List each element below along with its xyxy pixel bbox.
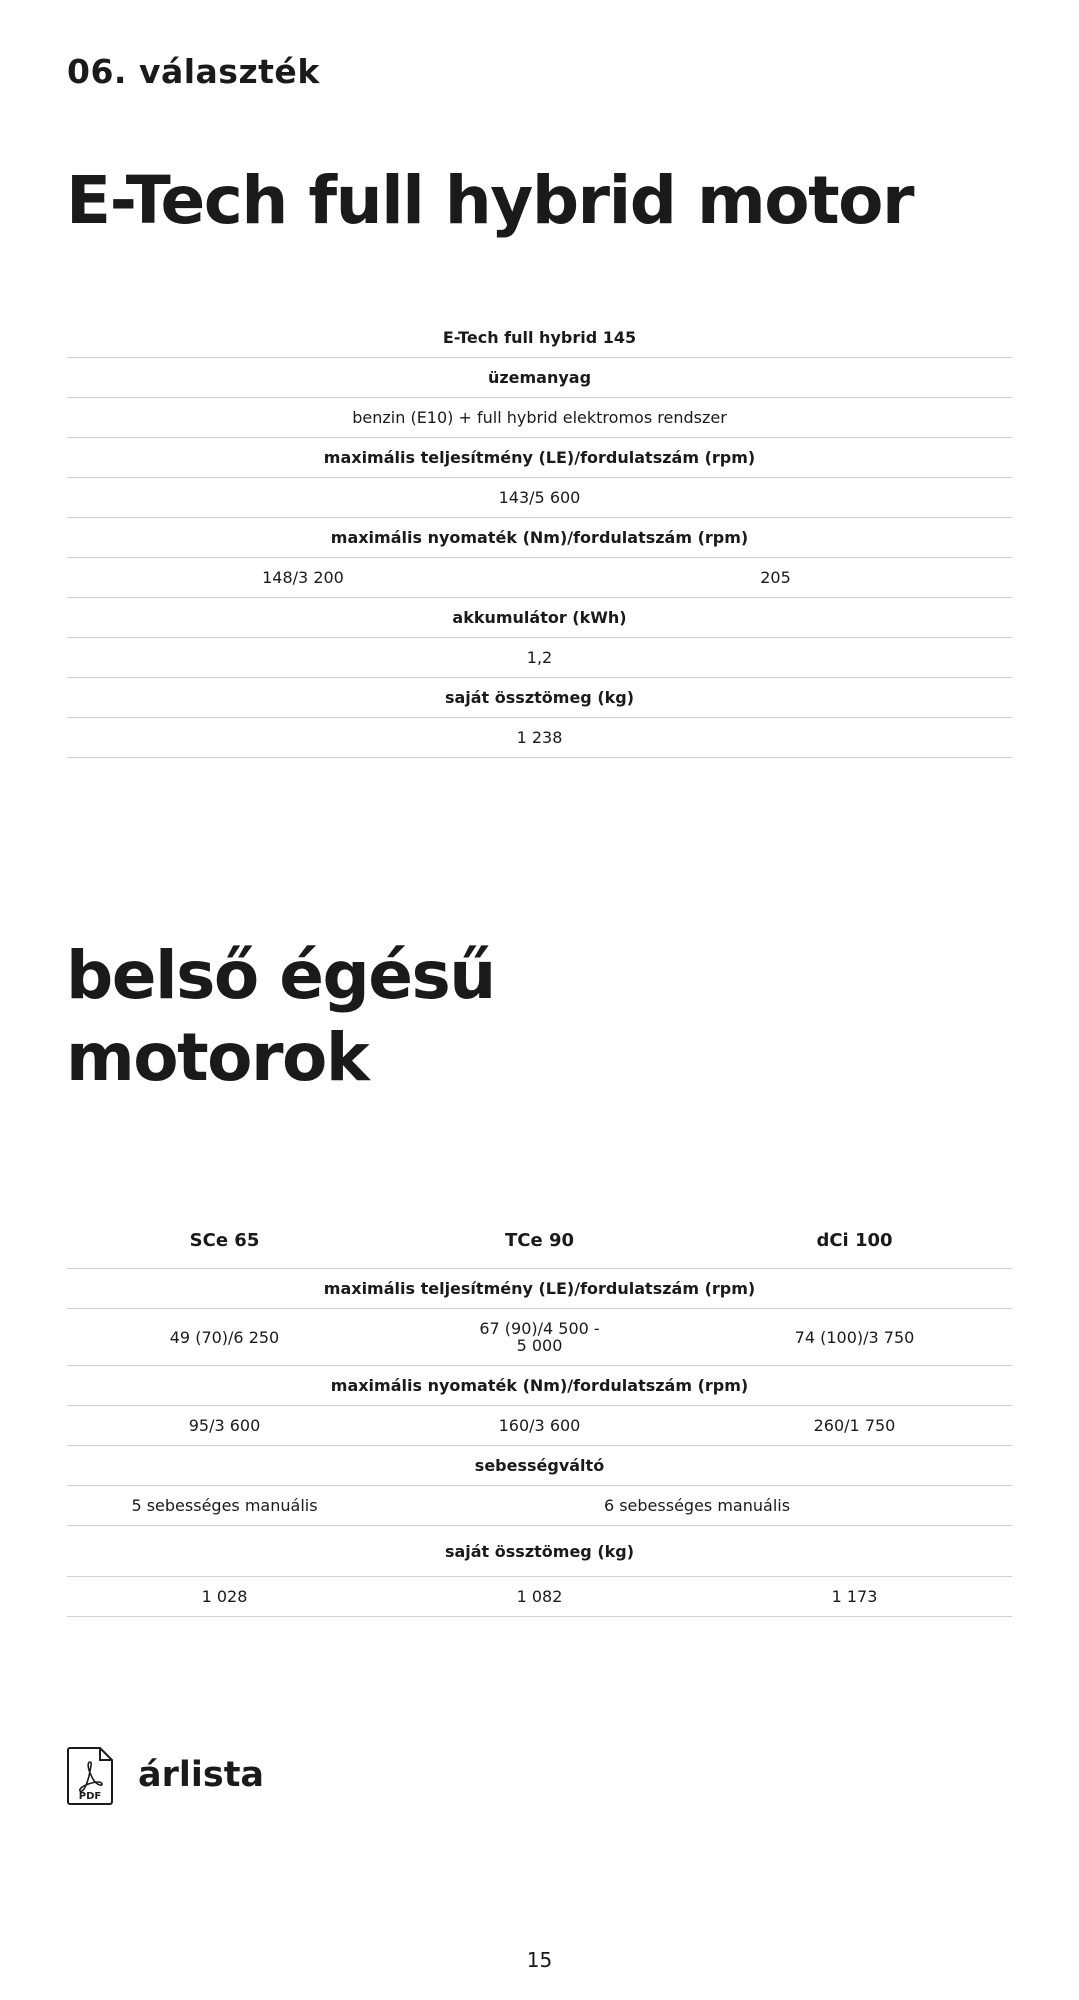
pdf-icon-label: PDF [78,1791,102,1802]
power-value: 143/5 600 [67,478,1012,518]
torque-row [67,558,1012,598]
combustion-title [66,935,495,1099]
power-value: 49 (70)/6 250 [169,1327,280,1347]
pdf-icon[interactable] [67,1747,113,1805]
section-label: 06. választék [67,52,320,91]
torque-value: 160/3 600 [498,1416,581,1435]
power-value: 74 (100)/3 750 [794,1327,915,1347]
weight-value: 1 028 [201,1587,248,1606]
page-number: 15 [526,1948,553,1972]
battery-label: akkumulátor (kWh) [67,598,1012,638]
column-header: SCe 65 [189,1229,260,1251]
torque-label: maximális nyomaték (Nm)/fordulatszám (rpm) [67,518,1012,558]
weight-value: 1 082 [516,1587,563,1606]
combustion-power-row [67,1309,1012,1366]
gearbox-label: sebességváltó [67,1446,1012,1486]
fuel-label: üzemanyag [67,358,1012,398]
combustion-spec-table [67,1212,1012,1617]
weight-value: 1 173 [831,1587,878,1606]
gearbox-value: 6 sebességes manuális [603,1496,791,1515]
hybrid-spec-table [67,318,1012,758]
gearbox-row [67,1486,1012,1526]
power-value: 67 (90)/4 500 - 5 000 [479,1319,600,1355]
page-title: E-Tech full hybrid motor [66,162,914,239]
torque-value: 260/1 750 [813,1416,896,1435]
torque-value-electric: 205 [760,568,791,587]
hybrid-engine-name: E-Tech full hybrid 145 [67,318,1012,358]
combustion-torque-label: maximális nyomaték (Nm)/fordulatszám (rpm) [67,1366,1012,1406]
pricelist-link[interactable]: árlista [138,1755,265,1795]
torque-value-engine: 148/3 200 [262,568,344,587]
column-header-row [67,1212,1012,1269]
combustion-title-line2: motorok [66,1019,369,1096]
weight-value: 1 238 [67,718,1012,758]
combustion-weight-row [67,1577,1012,1617]
column-header: TCe 90 [504,1229,574,1251]
fuel-value: benzin (E10) + full hybrid elektromos rendszer [67,398,1012,438]
combustion-title-line1: belső égésű [66,937,495,1014]
battery-value: 1,2 [67,638,1012,678]
column-header: dCi 100 [816,1229,893,1251]
gearbox-value: 5 sebességes manuális [131,1496,318,1515]
combustion-power-label: maximális teljesítmény (LE)/fordulatszám (rpm) [67,1269,1012,1309]
power-label: maximális teljesítmény (LE)/fordulatszám (rpm) [67,438,1012,478]
weight-label: saját össztömeg (kg) [67,678,1012,718]
combustion-weight-label: saját össztömeg (kg) [67,1526,1012,1577]
combustion-torque-row [67,1406,1012,1446]
torque-value: 95/3 600 [188,1416,261,1435]
